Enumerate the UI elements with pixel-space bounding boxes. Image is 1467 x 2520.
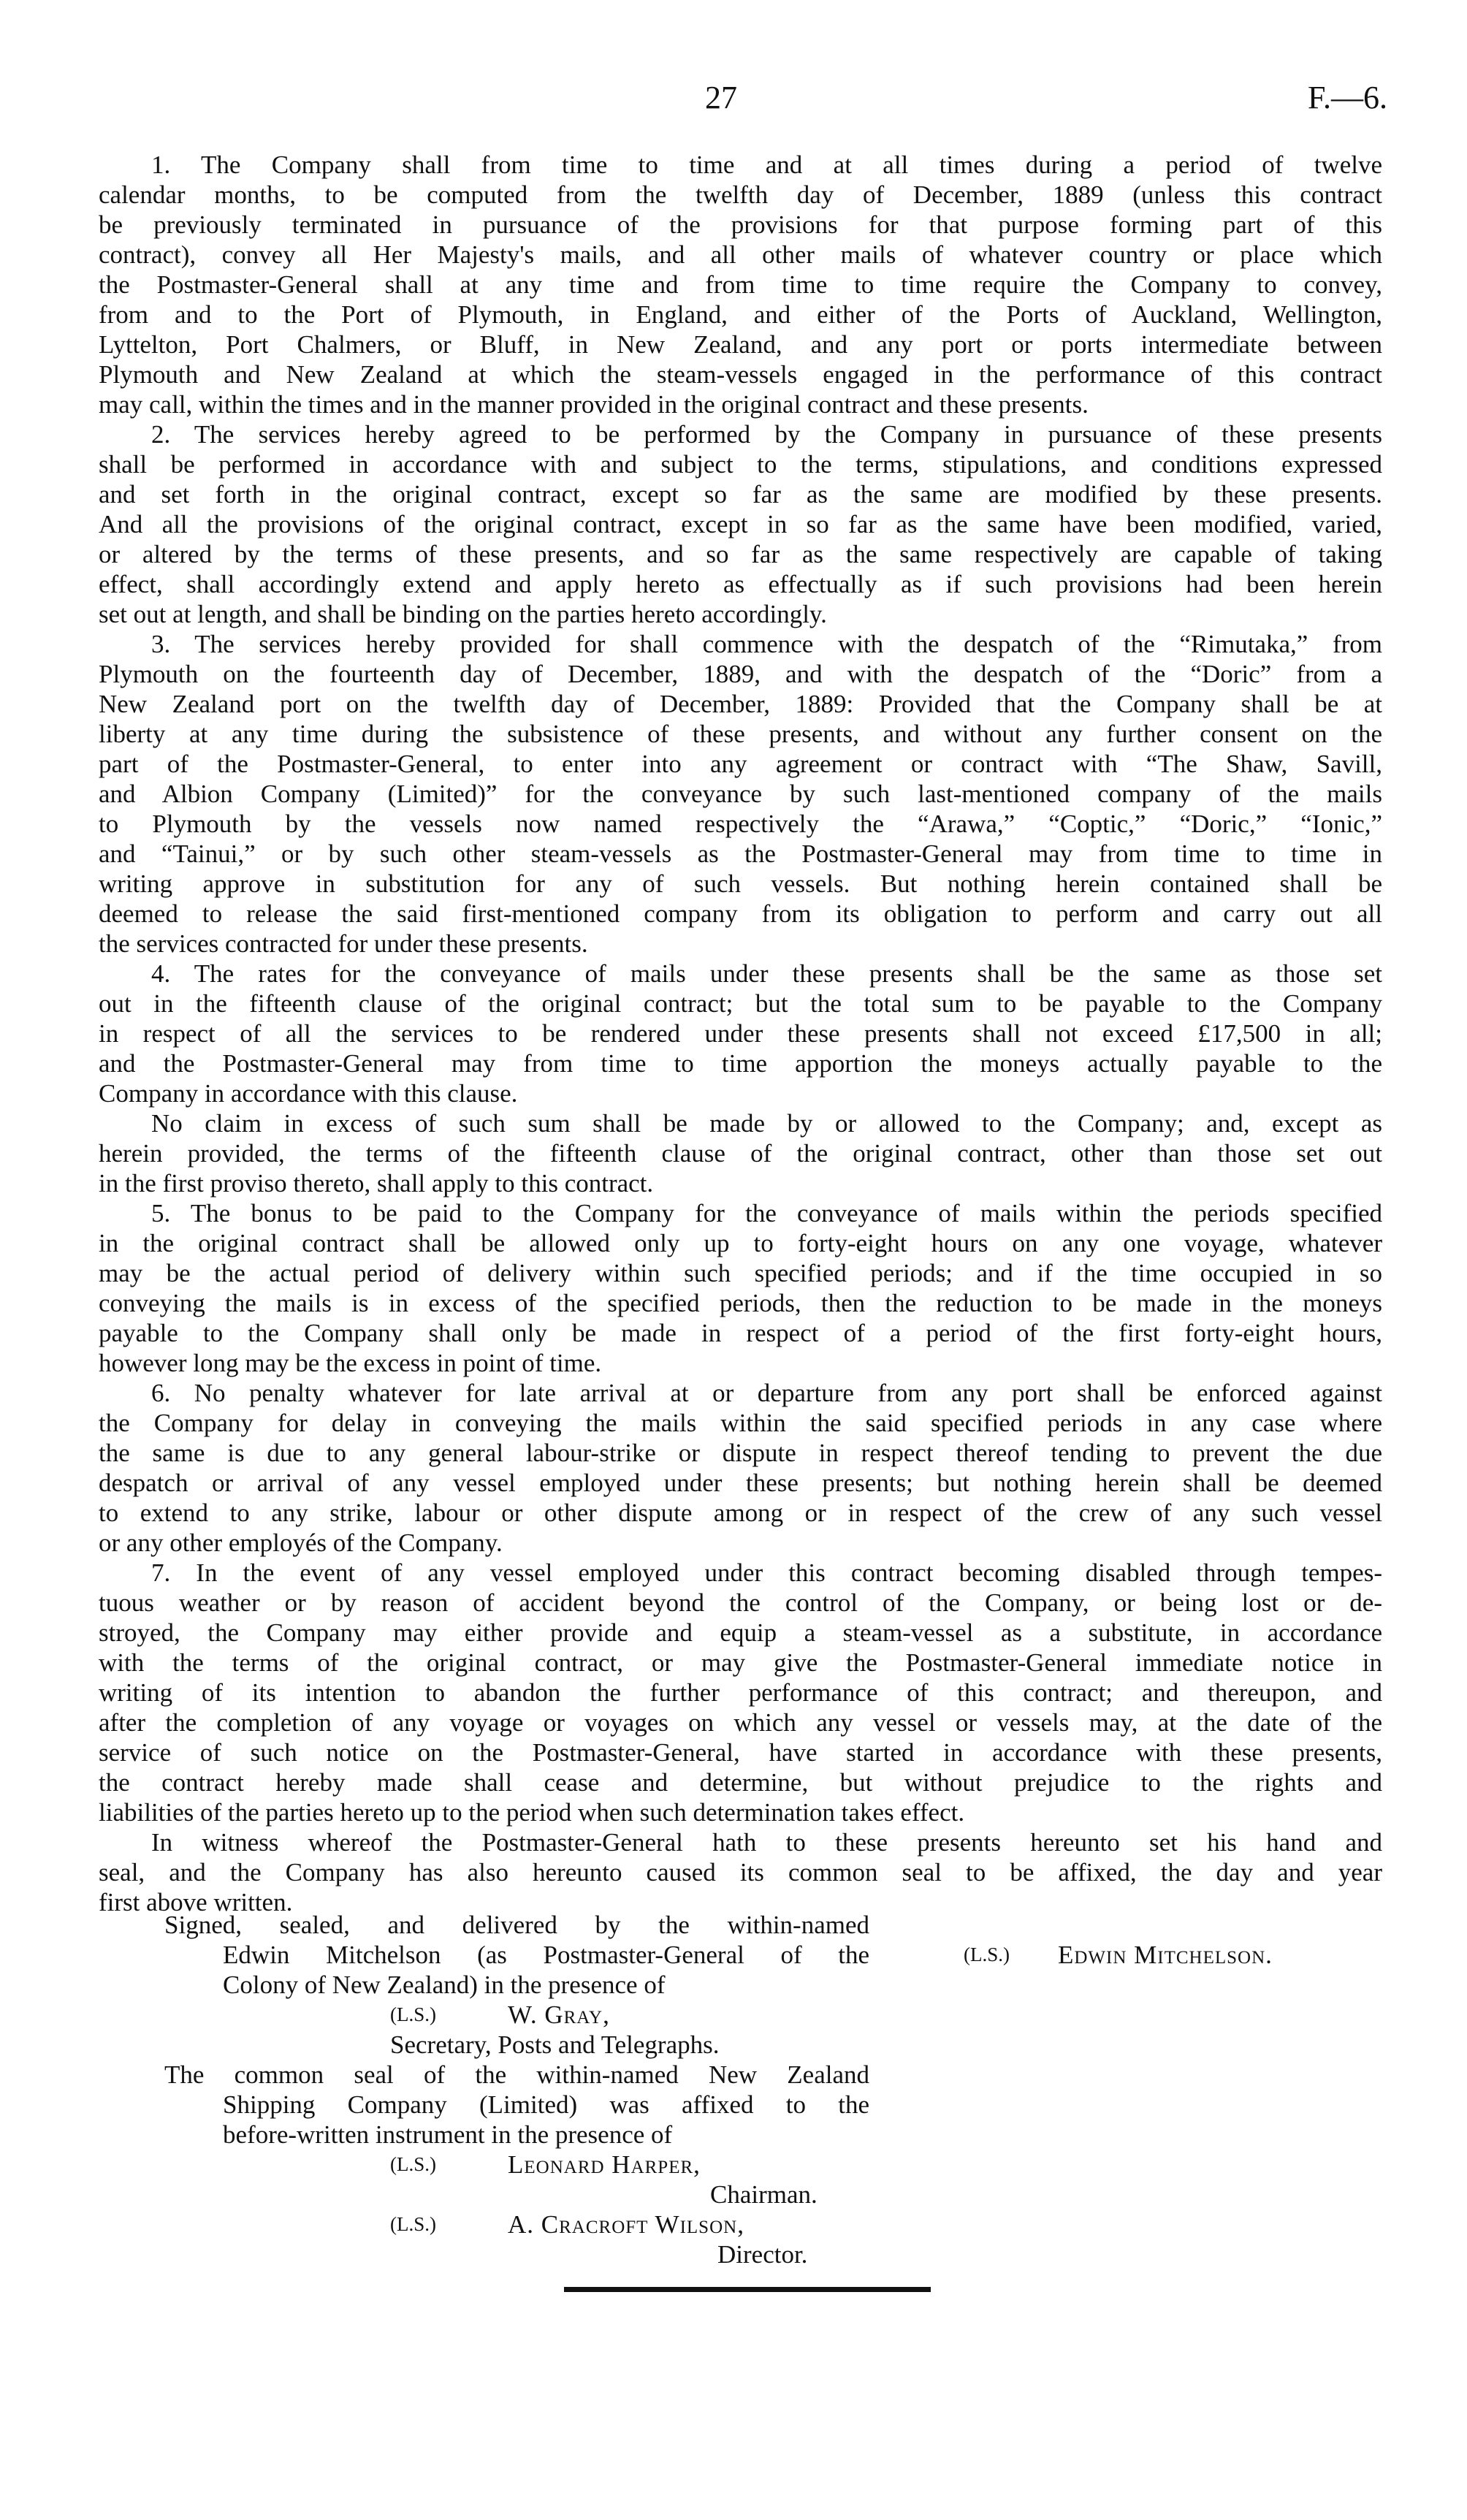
text-line: however long may be the excess in point of time. xyxy=(99,1349,602,1377)
text-line: liabilities of the parties hereto up to the period when such determination takes effect. xyxy=(99,1798,965,1827)
text-line: 6. No penalty whatever for late arrival at or departure from any port shall be enforced against xyxy=(151,1379,1382,1407)
text-line: may call, within the times and in the manner provided in the original contract and these presents. xyxy=(99,390,1089,419)
text-line: in the original contract shall be allowed only up to forty-eight hours on any one voyage, whatever xyxy=(99,1229,1382,1257)
paragraph xyxy=(99,150,1382,419)
end-rule xyxy=(564,2287,931,2292)
text-line: shall be performed in accordance with and subject to the terms, stipulations, and conditions expressed xyxy=(99,450,1382,479)
text-line: set out at length, and shall be binding on the parties hereto accordingly. xyxy=(99,600,827,628)
witness-title: Secretary, Posts and Telegraphs. xyxy=(390,2030,720,2059)
signed-line: Edwin Mitchelson (as Postmaster-General of the xyxy=(223,1941,869,1969)
text-line: liberty at any time during the subsistence of these presents, and without any further consent on the xyxy=(99,720,1382,748)
text-line: No claim in excess of such sum shall be made by or allowed to the Company; and, except as xyxy=(151,1109,1382,1138)
seal-line: The common seal of the within-named New Zealand xyxy=(164,2060,869,2089)
page-number: 27 xyxy=(705,80,737,115)
chairman-signature: Leonard Harper, xyxy=(508,2150,701,2179)
text-line: writing approve in substitution for any of such vessels. But nothing herein contained shall be xyxy=(99,869,1382,898)
text-line: tuous weather or by reason of accident beyond the control of the Company, or being lost or de- xyxy=(99,1588,1382,1617)
text-line: in respect of all the services to be rendered under these presents shall not exceed £17,500 in all; xyxy=(99,1019,1382,1048)
text-line: to Plymouth by the vessels now named respectively the “Arawa,” “Coptic,” “Doric,” “Ionic,” xyxy=(99,810,1382,838)
text-line: and Albion Company (Limited)” for the conveyance by such last-mentioned company of the mails xyxy=(99,780,1382,808)
paragraph xyxy=(99,1198,1382,1378)
text-line: and the Postmaster-General may from time to time apportion the moneys actually payable to the xyxy=(99,1049,1382,1078)
signed-line: Signed, sealed, and delivered by the within-named xyxy=(164,1911,869,1939)
text-line: the contract hereby made shall cease and determine, but without prejudice to the rights and xyxy=(99,1768,1382,1797)
seal-mark: (L.S.) xyxy=(390,2003,436,2025)
text-line: Plymouth and New Zealand at which the steam-vessels engaged in the performance of this contract xyxy=(99,360,1382,389)
document-body xyxy=(99,150,1382,1917)
text-line: 1. The Company shall from time to time and at all times during a period of twelve xyxy=(151,151,1382,179)
director-title: Director. xyxy=(717,2240,808,2269)
text-line: or altered by the terms of these presents, and so far as the same respectively are capable of taking xyxy=(99,540,1382,568)
paragraph xyxy=(99,419,1382,629)
paragraph xyxy=(99,1378,1382,1558)
text-line: from and to the Port of Plymouth, in England, and either of the Ports of Auckland, Wellington, xyxy=(99,300,1382,329)
text-line: the same is due to any general labour-strike or dispute in respect thereof tending to prevent the due xyxy=(99,1439,1382,1467)
text-line: conveying the mails is in excess of the specified periods, then the reduction to be made in the moneys xyxy=(99,1289,1382,1317)
text-line: the Postmaster-General shall at any time and from time to time require the Company to convey, xyxy=(99,270,1382,299)
text-line: the Company for delay in conveying the mails within the said specified periods in any case where xyxy=(99,1409,1382,1437)
text-line: And all the provisions of the original contract, except in so far as the same have been modified, varied, xyxy=(99,510,1382,538)
seal-mark: (L.S.) xyxy=(390,2213,436,2235)
text-line: or any other employés of the Company. xyxy=(99,1529,503,1557)
text-line: part of the Postmaster-General, to enter into any agreement or contract with “The Shaw, Savill, xyxy=(99,750,1382,778)
text-line: be previously terminated in pursuance of the provisions for that purpose forming part of this xyxy=(99,210,1382,239)
text-line: 2. The services hereby agreed to be performed by the Company in pursuance of these presents xyxy=(151,420,1382,449)
paragraph xyxy=(99,1108,1382,1198)
text-line: in the first proviso thereto, shall apply to this contract. xyxy=(99,1169,654,1198)
text-line: with the terms of the original contract, or may give the Postmaster-General immediate notice in xyxy=(99,1648,1382,1677)
paragraph xyxy=(99,959,1382,1108)
text-line: contract), convey all Her Majesty's mails, and all other mails of whatever country or place which xyxy=(99,240,1382,269)
text-line: and set forth in the original contract, except so far as the same are modified by these presents. xyxy=(99,480,1382,509)
postmaster-signature: Edwin Mitchelson. xyxy=(1058,1941,1273,1969)
text-line: to extend to any strike, labour or other dispute among or in respect of the crew of any such vessel xyxy=(99,1499,1382,1527)
text-line: the services contracted for under these presents. xyxy=(99,929,588,958)
text-line: effect, shall accordingly extend and apply hereto as effectually as if such provisions had been herein xyxy=(99,570,1382,598)
text-line: Company in accordance with this clause. xyxy=(99,1079,518,1108)
seal-line: Shipping Company (Limited) was affixed to the xyxy=(223,2090,869,2119)
chairman-title: Chairman. xyxy=(710,2180,818,2209)
text-line: out in the fifteenth clause of the original contract; but the total sum to be payable to the Company xyxy=(99,989,1382,1018)
text-line: 3. The services hereby provided for shall commence with the despatch of the “Rimutaka,” from xyxy=(151,630,1382,658)
witness-signature: W. Gray, xyxy=(508,2001,610,2029)
director-signature: A. Cracroft Wilson, xyxy=(508,2210,744,2239)
text-line: herein provided, the terms of the fifteenth clause of the original contract, other than those set out xyxy=(99,1139,1382,1168)
text-line: payable to the Company shall only be made in respect of a period of the first forty-eight hours, xyxy=(99,1319,1382,1347)
text-line: stroyed, the Company may either provide and equip a steam-vessel as a substitute, in accordance xyxy=(99,1618,1382,1647)
text-line: 4. The rates for the conveyance of mails under these presents shall be the same as those set xyxy=(151,959,1382,988)
seal-mark: (L.S.) xyxy=(964,1944,1010,1965)
text-line: 7. In the event of any vessel employed under this contract becoming disabled through tempes- xyxy=(151,1558,1382,1587)
text-line: New Zealand port on the twelfth day of December, 1889: Provided that the Company shall be at xyxy=(99,690,1382,718)
text-line: despatch or arrival of any vessel employed under these presents; but nothing herein shall be deemed xyxy=(99,1469,1382,1497)
text-line: first above written. xyxy=(99,1888,293,1916)
text-line: after the completion of any voyage or voyages on which any vessel or vessels may, at the date of the xyxy=(99,1708,1382,1737)
text-line: seal, and the Company has also hereunto caused its common seal to be affixed, the day and year xyxy=(99,1858,1382,1887)
text-line: writing of its intention to abandon the further performance of this contract; and thereupon, and xyxy=(99,1678,1382,1707)
text-line: deemed to release the said first-mentioned company from its obligation to perform and carry out all xyxy=(99,899,1382,928)
seal-mark: (L.S.) xyxy=(390,2153,436,2175)
text-line: calendar months, to be computed from the twelfth day of December, 1889 (unless this contract xyxy=(99,180,1382,209)
text-line: may be the actual period of delivery within such specified periods; and if the time occupied in so xyxy=(99,1259,1382,1287)
paragraph xyxy=(99,629,1382,959)
text-line: In witness whereof the Postmaster-General hath to these presents hereunto set his hand and xyxy=(151,1828,1382,1857)
document-reference: F.—6. xyxy=(1308,80,1387,115)
text-line: Plymouth on the fourteenth day of December, 1889, and with the despatch of the “Doric” from a xyxy=(99,660,1382,688)
text-line: Lyttelton, Port Chalmers, or Bluff, in New Zealand, and any port or ports intermediate between xyxy=(99,330,1382,359)
paragraph xyxy=(99,1827,1382,1917)
text-line: service of such notice on the Postmaster-General, have started in accordance with these presents, xyxy=(99,1738,1382,1767)
text-line: and “Tainui,” or by such other steam-vessels as the Postmaster-General may from time to time in xyxy=(99,840,1382,868)
seal-line: before-written instrument in the presence of xyxy=(223,2120,673,2149)
text-line: 5. The bonus to be paid to the Company for the conveyance of mails within the periods specified xyxy=(151,1199,1382,1227)
paragraph xyxy=(99,1558,1382,1827)
signed-line: Colony of New Zealand) in the presence of xyxy=(223,1971,666,1999)
